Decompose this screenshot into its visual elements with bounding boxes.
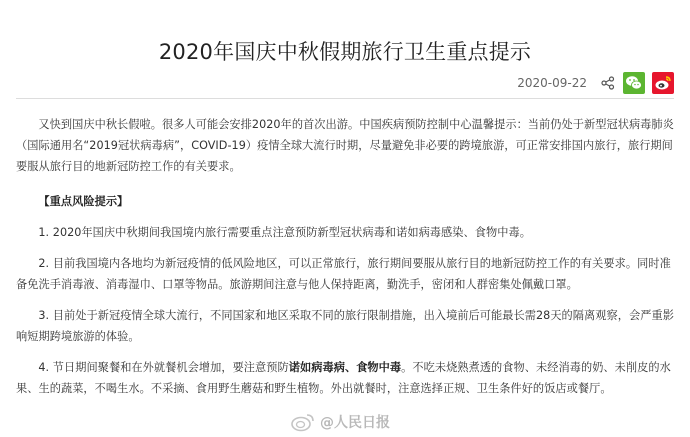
risk-item-4 — [16, 357, 674, 399]
risk-item-4-rest: 。不吃未烧熟煮透的食物、未经消毒的奶、未削皮的水果、生的蔬菜，不喝生水。不采摘、食用野生蘑菇和野生植物。外出就餐时，注意选择正规、卫生条件好的饭店或餐厅。 — [16, 361, 671, 395]
watermark — [290, 412, 390, 432]
risk-item-1: 1. 2020年国庆中秋期间我国境内旅行需要重点注意预防新型冠状病毒和诺如病毒感染、食物中毒。 — [38, 226, 531, 239]
header-divider — [16, 98, 674, 99]
watermark-text: @人民日报 — [320, 415, 390, 431]
section-heading — [16, 191, 674, 212]
article-meta — [517, 72, 674, 94]
publish-date: 2020-09-22 — [517, 76, 587, 90]
risk-item-3: 3. 目前处于新冠疫情全球大流行，不同国家和地区采取不同的旅行限制措施，出入境前后可能最长需28天的隔离观察，会严重影响短期跨境旅游的体验。 — [16, 309, 674, 343]
weibo-icon[interactable] — [652, 72, 674, 94]
wechat-icon[interactable] — [623, 72, 645, 94]
article-title: 2020年国庆中秋假期旅行卫生重点提示 — [158, 40, 532, 65]
share-icon[interactable] — [600, 75, 616, 91]
risk-item-4-highlight: 诺如病毒病、食物中毒 — [288, 361, 402, 374]
risk-item-4-lead: 4. 节日期间聚餐和在外就餐机会增加，要注意预防 — [38, 361, 289, 374]
section-heading-text: 【重点风险提示】 — [38, 195, 129, 208]
risk-item-2: 2. 目前我国境内各地均为新冠疫情的低风险地区，可以正常旅行，旅行期间要服从旅行目的地新冠防控工作的有关要求。同时准备免洗手消毒液、消毒湿巾、口罩等物品。旅游期间注意与他人保持距离，勤洗手，密闭和人群密集处佩戴口罩。 — [16, 257, 671, 291]
weibo-watermark-icon — [290, 412, 316, 432]
intro-paragraph: 又快到国庆中秋长假啦。很多人可能会安排2020年的首次出游。中国疾病预防控制中心温馨提示：当前仍处于新型冠状病毒肺炎（国际通用名“2019冠状病毒病”，COVID-19）疫情全球大流行时期，尽量避免非必要的跨境旅游，可正常安排国内旅行，旅行期间要服从旅行目的地新冠防控工作的有关要求。 — [16, 118, 674, 173]
article-body — [16, 114, 674, 409]
